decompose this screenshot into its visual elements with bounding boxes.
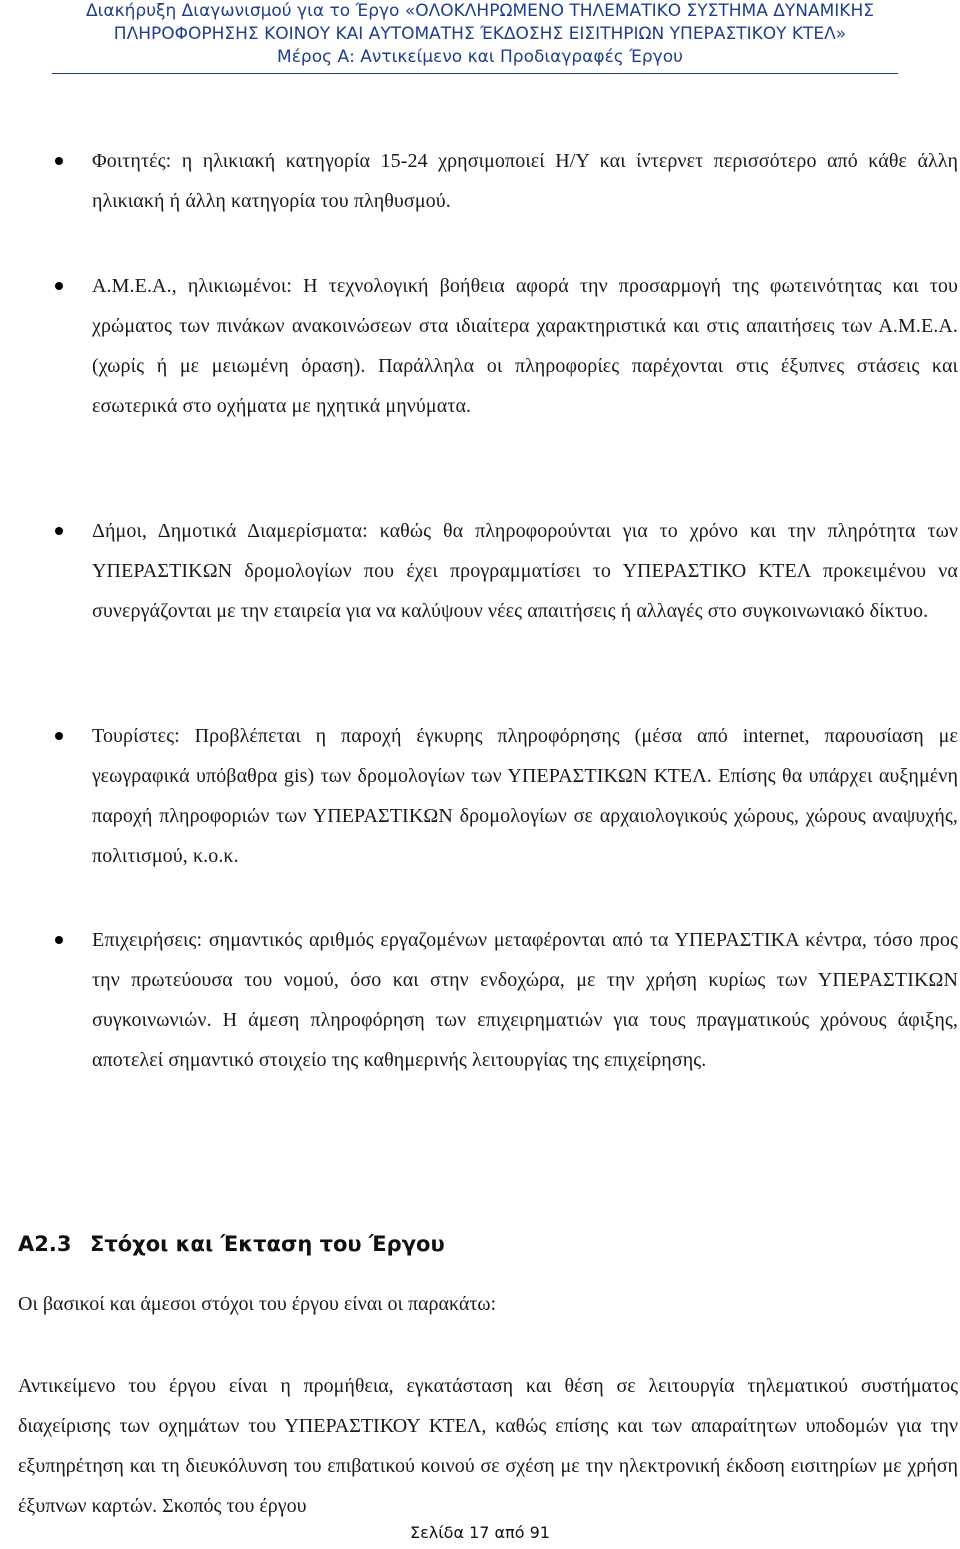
bullet-text: Επιχειρήσεις: σημαντικός αριθμός εργαζομένων μεταφέρονται από τα ΥΠΕΡΑΣΤΙΚΑ κέντρα, τόσο προς την πρωτεύουσα του νομού, όσο και στην ενδοχώρα, με την χρήση κυρίως των ΥΠΕΡΑΣΤΙΚΩΝ συγκοινωνιών. Η άμεση πληροφόρηση των επιχειρηματιών για τους πραγματικούς χρόνους άφιξης, αποτελεί σημαντικό στοιχείο της καθημερινής λειτουργίας της επιχείρησης. bbox=[92, 929, 958, 1071]
bullet-dot-icon bbox=[55, 527, 63, 535]
section-title: Στόχοι και Έκταση του Έργου bbox=[90, 1232, 445, 1256]
bullet-dot-icon bbox=[55, 732, 63, 740]
section-heading bbox=[18, 1224, 445, 1264]
bullet-item-businesses bbox=[92, 920, 958, 1080]
bullet-text: Τουρίστες: Προβλέπεται η παροχή έγκυρης πληροφόρησης (μέσα από internet, παρουσίαση με γεωγραφικά υπόβαθρα gis) των δρομολογίων των ΥΠΕΡΑΣΤΙΚΩΝ ΚΤΕΛ. Επίσης θα υπάρχει αυξημένη παροχή πληροφοριών των ΥΠΕΡΑΣΤΙΚΩΝ δρομολογίων σε αρχαιολογικούς χώρους, χώρους αναψυχής, πολιτισμού, κ.ο.κ. bbox=[92, 725, 958, 867]
bullet-item-disabled-elderly bbox=[92, 266, 958, 426]
document-header bbox=[0, 0, 960, 69]
header-title-line-1: Διακήρυξη Διαγωνισμού για το Έργο «ΟΛΟΚΛΗΡΩΜΕΝΟ ΤΗΛΕΜΑΤΙΚΟ ΣΥΣΤΗΜΑ ΔΥΝΑΜΙΚΗΣ bbox=[86, 1, 874, 21]
page-number-footer: Σελίδα 17 από 91 bbox=[410, 1523, 550, 1542]
section-number: Α2.3 bbox=[18, 1232, 72, 1256]
bullet-text: Δήμοι, Δημοτικά Διαμερίσματα: καθώς θα πληροφορούνται για το χρόνο και την πληρότητα των ΥΠΕΡΑΣΤΙΚΩΝ δρομολογίων που έχει προγραμματίσει το ΥΠΕΡΑΣΤΙΚΟ ΚΤΕΛ προκειμένου να συνεργάζονται με την εταιρεία για να καλύψουν νέες απαιτήσεις ή αλλαγές στο συγκοινωνιακό δίκτυο. bbox=[92, 520, 958, 622]
header-title-line-2: ΠΛΗΡΟΦΟΡΗΣΗΣ ΚΟΙΝΟΥ ΚΑΙ ΑΥΤΟΜΑΤΗΣ ΈΚΔΟΣΗΣ ΕΙΣΙΤΗΡΙΩΝ ΥΠΕΡΑΣΤΙΚΟΥ ΚΤΕΛ» bbox=[113, 24, 847, 44]
bullet-text: Φοιτητές: η ηλικιακή κατηγορία 15-24 χρησιμοποιεί Η/Υ και ίντερνετ περισσότερο από κάθε άλλη ηλικιακή ή άλλη κατηγορία του πληθυσμού. bbox=[92, 150, 958, 212]
bullet-item-tourists bbox=[92, 716, 958, 876]
header-part-subtitle: Μέρος Α: Αντικείμενο και Προδιαγραφές Έργου bbox=[277, 47, 683, 67]
body-paragraph: Αντικείμενο του έργου είναι η προμήθεια, εγκατάσταση και θέση σε λειτουργία τηλεματικού συστήματος διαχείρισης των οχημάτων του ΥΠΕΡΑΣΤΙΚΟΥ ΚΤΕΛ, καθώς επίσης και των απαραίτητων υποδομών για την εξυπηρέτηση και τη διευκόλυνση του επιβατικού κοινού σε σχέση με την ηλεκτρονική έκδοση εισιτηρίων με χρήση έξυπνων καρτών. Σκοπός του έργου bbox=[18, 1375, 958, 1517]
bullet-dot-icon bbox=[55, 282, 63, 290]
intro-paragraph: Οι βασικοί και άμεσοι στόχοι του έργου είναι οι παρακάτω: bbox=[18, 1293, 497, 1315]
header-divider bbox=[52, 73, 898, 74]
bullet-item-students bbox=[92, 141, 958, 221]
bullet-text: Α.Μ.Ε.Α., ηλικιωμένοι: Η τεχνολογική βοήθεια αφορά την προσαρμογή της φωτεινότητας και του χρώματος των πινάκων ανακοινώσεων στα ιδιαίτερα χαρακτηριστικά και στις απαιτήσεις των Α.Μ.Ε.Α. (χωρίς ή με μειωμένη όραση). Παράλληλα οι πληροφορίες παρέχονται στις έξυπνες στάσεις και εσωτερικά στο οχήματα με ηχητικά μηνύματα. bbox=[92, 275, 958, 417]
bullet-item-municipalities bbox=[92, 511, 958, 631]
bullet-dot-icon bbox=[55, 936, 63, 944]
bullet-dot-icon bbox=[55, 157, 63, 165]
